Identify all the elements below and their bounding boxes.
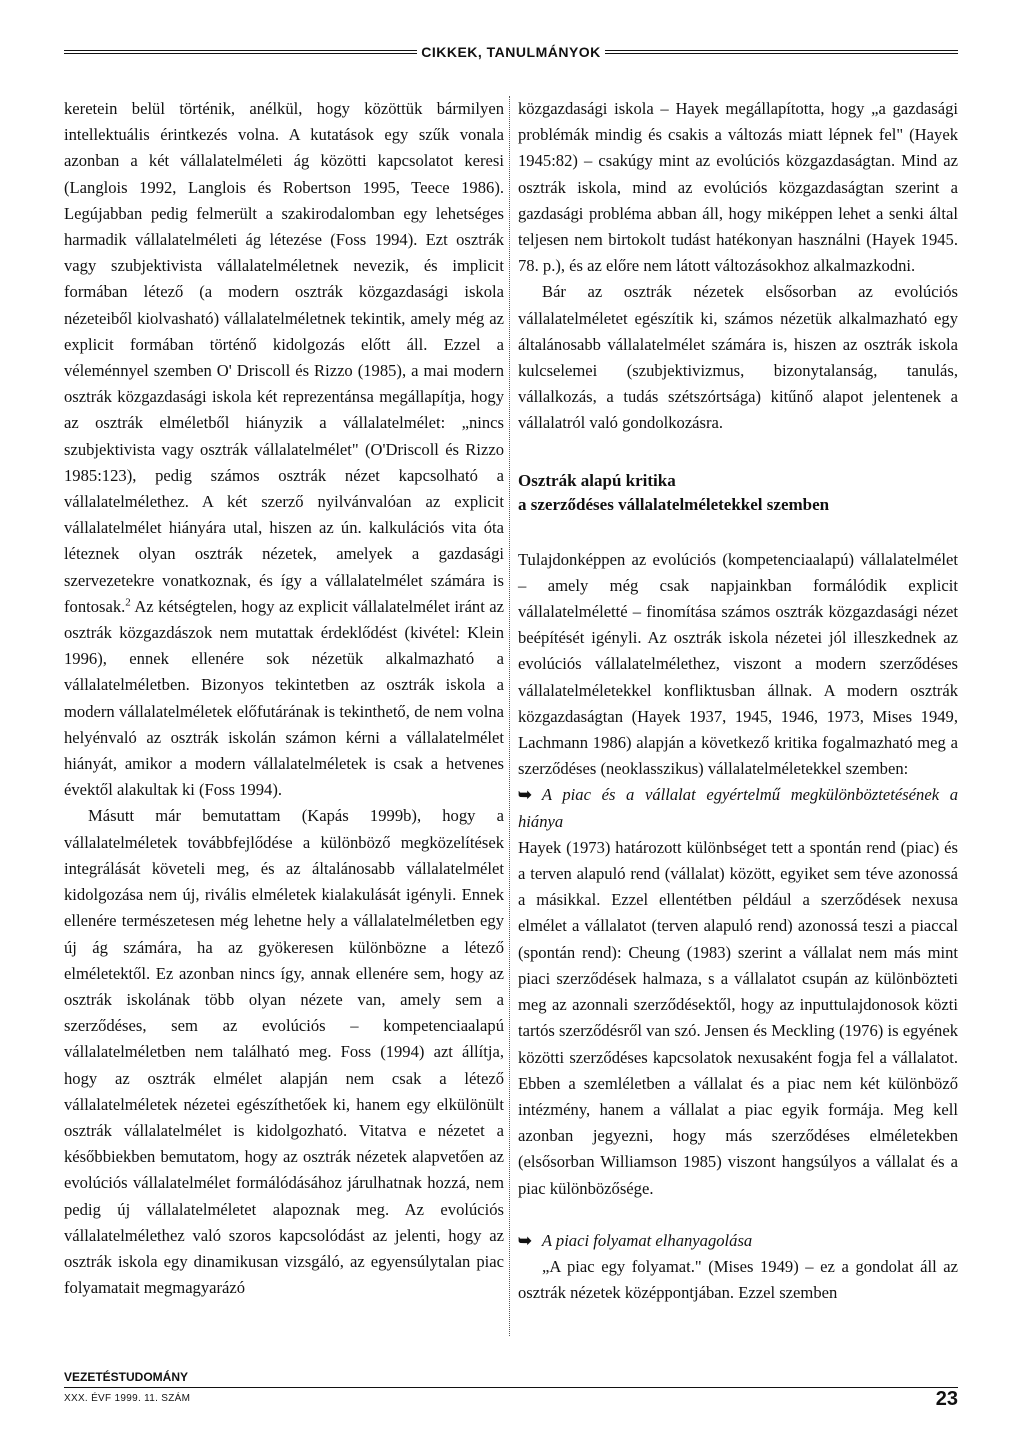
paragraph: közgazdasági iskola – Hayek megállapította, hogy „a gazdasági problémák mindig és csakis a változás miatt lépnek fel" (Hayek 1945:82) – csakúgy mint az evolúciós közgazdaságtan. Mind az osztrák iskola, mind az evolúciós közgazdaságtan szerint a gazdasági probléma abban áll, hogy miképpen lehet a senki által teljesen nem birtokolt tudást hatékonyan használni (Hayek 1945. 78. p.), és az előre nem látott változásokhoz alkalmazkodni. — [518, 99, 958, 276]
arrow-icon: ➥ — [518, 1230, 532, 1250]
page-number: 23 — [935, 1388, 958, 1410]
section-title: CIKKEK, TANULMÁNYOK — [421, 44, 601, 60]
issue-info: XXX. ÉVF 1999. 11. SZÁM — [64, 1393, 191, 1404]
section-heading: Osztrák alapú kritika a szerződéses vállalatelméletekkel szemben — [518, 470, 830, 514]
footnote-mark: 2 — [125, 596, 131, 609]
paragraph: „A piac egy folyamat." (Mises 1949) – ez a gondolat áll az osztrák nézetek középpontjában. Ezzel szemben — [518, 1256, 958, 1303]
column-divider — [509, 96, 510, 1336]
paragraph: Bár az osztrák nézetek elsősorban az evolúciós vállalatelméletet egészítik ki, számos nézetük alkalmazható egy általánosabb vállalatelmélet számára is, hiszen az osztrák iskola kulcselemei (szubjektivizmus, bizonytalanság, tanulás, vállalkozás, a tudás szétszórtsága) kitűnő alapot jelentenek a vállalatról való gondolkozásra. — [518, 282, 958, 433]
right-column — [518, 96, 958, 1306]
header-rule-right — [605, 50, 958, 54]
header-rule-left — [64, 50, 417, 54]
paragraph: keretein belül történik, anélkül, hogy közöttük bármilyen intellektuális érintkezés volna. A kutatások egy szűk vonala azonban a két vállalatelméleti ág közötti kapcsolatot keresi (Langlois 1992, Langlois és Robertson 1995, Teece 1986). Legújabban pedig felmerült a szakirodalomban egy lehetséges harmadik vállalatelméleti ág létezése (Foss 1994). Ezt osztrák vagy szubjektivista vállalatelméletnek nevezik, és implicit formában létező (a modern osztrák közgazdasági iskola nézeteiből kiolvasható) vállalatelméletnek tekintik, amely még az explicit formában történő kidolgozás előtt áll. Ezzel a véleménnyel szemben O' Driscoll és Rizzo (1985), a mai modern osztrák közgazdasági iskola két reprezentánsa megállapítja, hogy az osztrák elméletből hiányzik a vállalatelmélet: „nincs szubjektivista vagy osztrák vállalatelmélet" (O'Driscoll és Rizzo 1985:123), pedig számos osztrák nézet kapcsolható a vállalatelmélethez. A két szerző nyilvánvalóan az explicit vállalatelmélet hiányára utal, hiszen az ún. kalkulációs vita óta léteznek olyan osztrák nézetek, amelyek a gazdasági szervezetekre vonatkoznak, és így a vállalatelmélet számára is fontosak.$^2$ Az kétségtelen, hogy az explicit vállalatelmélet iránt az osztrák közgazdászok nem mutattak érdeklődést (kivétel: Klein 1996), ennek ellenére sok nézetük alkalmazható a vállalatelméletben. Bizonyos tekintetben az osztrák iskola a modern vállalatelméletek előfutárának is tekinthető, de nem volna helyénvaló az osztrák iskolán számon kérni a vállalatelmélet hiányát, amikor a modern vállalatelméletek is csak a hetvenes évektől alakultak ki (Foss 1994). — [64, 99, 505, 800]
arrow-icon: ➥ — [518, 785, 532, 805]
footer-rule — [64, 1387, 958, 1388]
subheading: ➥ A piac és a vállalat egyértelmű megkülönböztetésének a hiánya — [518, 785, 958, 831]
running-header — [64, 44, 958, 60]
journal-name: VEZETÉSTUDOMÁNY — [64, 1370, 189, 1384]
paragraph: Másutt már bemutattam (Kapás 1999b), hogy a vállalatelméletek továbbfejlődése a különböző megközelítések integrálását követeli meg, és az általánosabb vállalatelmélet kidolgozása nem új, rivális elméletek kialakulását igényli. Ennek ellenére természetesen még lehetne hely a vállalatelméletben egy új ág számára, ha az gyökeresen különbözne a létező elméletektől. Ez azonban nincs így, annak ellenére sem, hogy az osztrák iskolának több olyan nézete van, amely sem a szerződéses, sem az evolúciós – kompetenciaalapú vállalatelméletben nem található meg. Foss (1994) azt állítja, hogy az osztrák elmélet alapján nem csak a létező vállalatelméletek nézetei egészíthetőek ki, hanem egy elkülönült osztrák vállalatelmélet is kidolgozható. Vitatva e nézetet a későbbiekben bemutatom, hogy az osztrák nézetek alapvetően az evolúciós vállalatelmélet formálódásához járulhatnak hozzá, nem pedig új vállalatelméletet alapoznak meg. Az evolúciós vállalatelmélethez való szoros kapcsolódást az jelenti, hogy az osztrák iskola egy dinamikusan vizsgáló, az egyensúlytalan piac folyamatait megmagyarázó — [64, 806, 504, 1298]
paragraph: Tulajdonképpen az evolúciós (kompetenciaalapú) vállalatelmélet – amely még csak napjainkban formálódik explicit vállalatelméletté – finomítása számos osztrák közgazdasági nézet beépítését igényli. Az osztrák iskola nézetei jól illeszkednek az evolúciós vállalatelmélethez, viszont a modern szerződéses vállalatelméletekkel konfliktusban állnak. A modern osztrák közgazdaságtan (Hayek 1937, 1945, 1946, 1973, Mises 1949, Lachmann 1986) alapján a következő kritika fogalmazható meg a szerződéses (neoklasszikus) vállalatelméletekkel szemben: — [518, 549, 958, 779]
paragraph: Hayek (1973) határozott különbséget tett a spontán rend (piac) és a terven alapuló rend (vállalat) között, egyiket sem téve azonossá a másikkal. Ezzel ellentétben például a szerződések nexusa elmélet a vállalatot (terven alapuló rend) azonossá teszi a piaccal (spontán rend): Cheung (1983) szerint a vállalat nem más mint piaci szerződések halmaza, s a vállalatot csupán az különbözteti meg az azonnali szerződésektől, hogy az inputtulajdonosok közti tartós szerződésről van szó. Jensen és Meckling (1976) is egyének közötti szerződéses kapcsolatok nexusaként fogja fel a vállalatot. Ebben a szemléletben a vállalat és a piac nem két különböző intézmény, hanem a vállalat a piac egyik formája. Meg kell azonban jegyezni, hogy más szerződéses elméletekben (elsősorban Williamson 1985) viszont hangsúlyos a vállalat és a piac különbözősége. — [518, 837, 958, 1198]
left-column — [64, 96, 504, 1301]
subheading: ➥ A piaci folyamat elhanyagolása — [518, 1230, 753, 1250]
